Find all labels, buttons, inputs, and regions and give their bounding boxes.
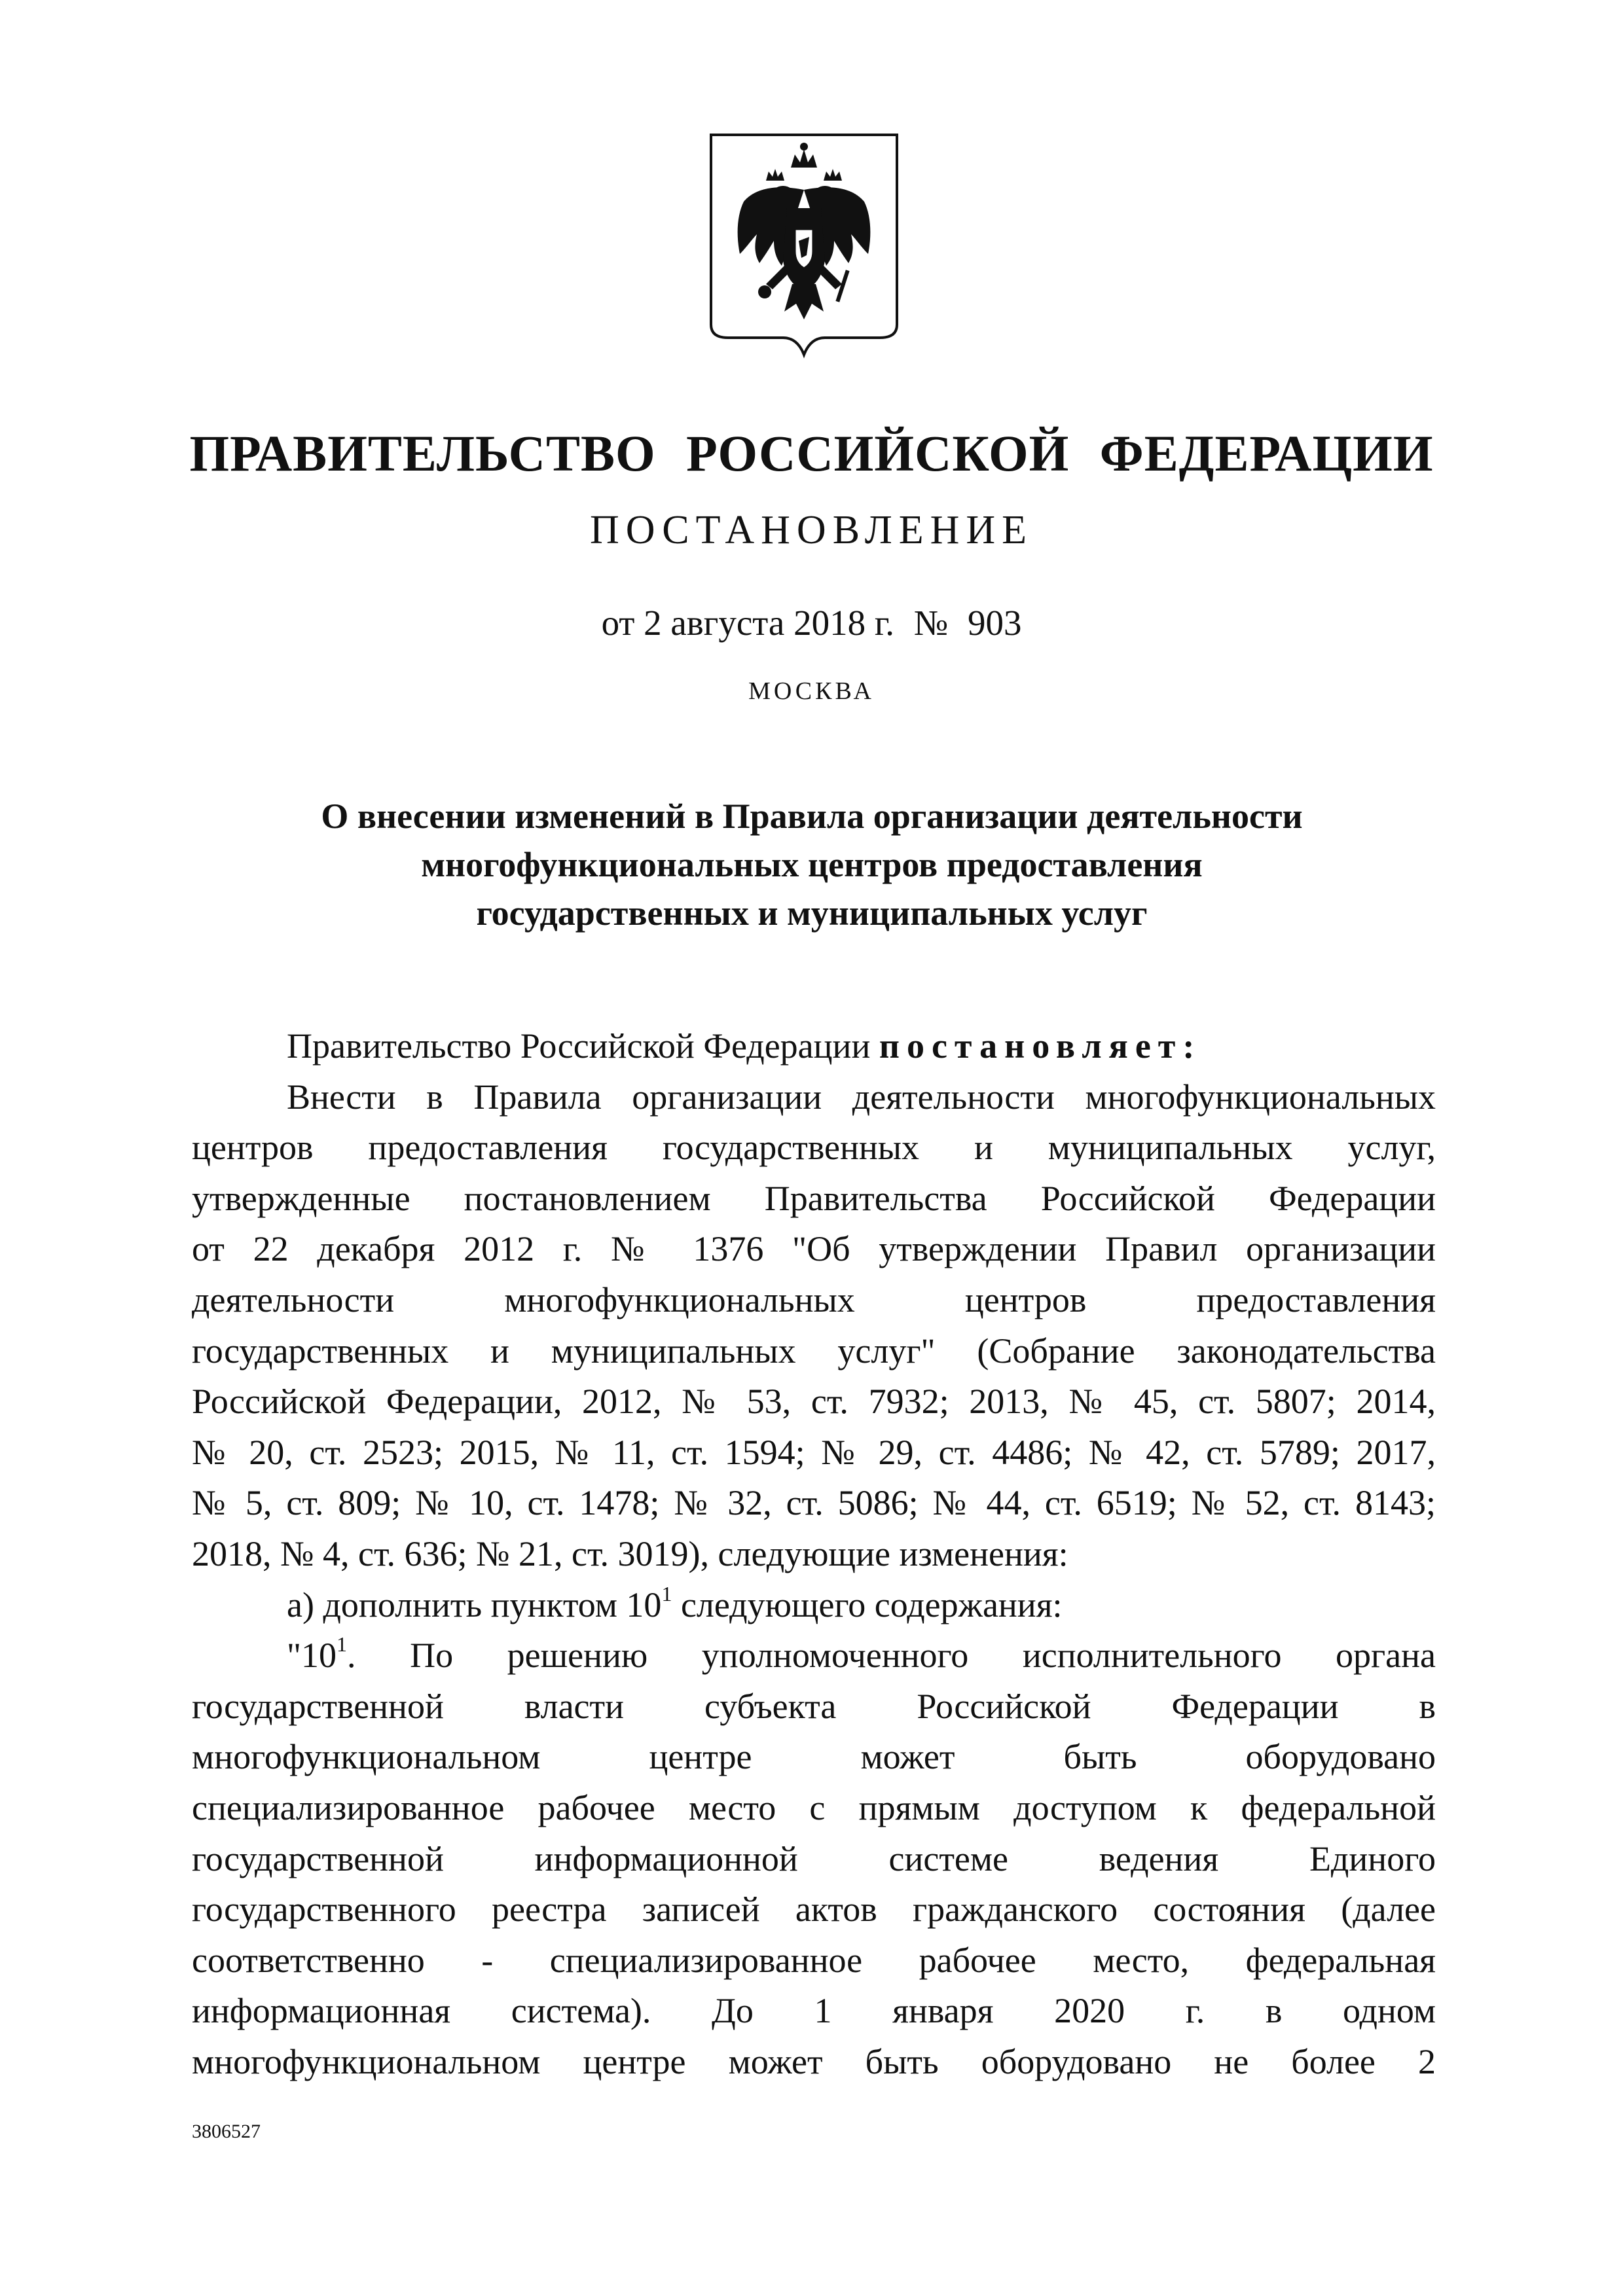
- superscript: 1: [661, 1581, 672, 1605]
- issuing-authority: ПРАВИТЕЛЬСТВО РОССИЙСКОЙ ФЕДЕРАЦИИ: [189, 425, 1434, 482]
- date-and-number: [0, 602, 1623, 643]
- preamble-verb: постановляет:: [879, 1026, 1202, 1066]
- body-line: 2018, № 4, ст. 636; № 21, ст. 3019), следующие изменения:: [192, 1534, 1068, 1573]
- coat-of-arms-emblem: [706, 130, 902, 368]
- body-line: деятельности многофункциональных центров предоставления: [192, 1280, 1436, 1319]
- document-body: [192, 1021, 1436, 2087]
- title-line: многофункциональных центров предоставления: [421, 845, 1203, 884]
- number-sign: №: [913, 603, 949, 643]
- title-line: государственных и муниципальных услуг: [476, 893, 1148, 933]
- document-type: ПОСТАНОВЛЕНИЕ: [589, 508, 1034, 552]
- item-a: а) дополнить пунктом $10^1$ следующего содержания:: [287, 1581, 1063, 1624]
- body-line: информационная система). До 1 января 2020 г. в одном: [192, 1991, 1436, 2031]
- body-line: центров предоставления государственных и муниципальных услуг,: [192, 1128, 1436, 1168]
- document-code: 3806527: [192, 2121, 261, 2142]
- body-line: специализированное рабочее место с прямым доступом к федеральной: [192, 1787, 1436, 1827]
- preamble: [192, 1021, 1436, 1072]
- body-line: Российской Федерации, 2012, № 53, ст. 7932; 2013, № 45, ст. 5807; 2014,: [192, 1382, 1436, 1422]
- document-title: [196, 792, 1427, 937]
- body-line: государственных и муниципальных услуг" (Собрание законодательства: [192, 1331, 1436, 1371]
- document-date: от 2 августа 2018 г.: [601, 603, 894, 643]
- body-line: от 22 декабря 2012 г. № 1376 "Об утверждении Правил организации: [192, 1229, 1436, 1269]
- title-line: О внесении изменений в Правила организации деятельности: [321, 797, 1303, 836]
- body-line: государственной информационной системе ведения Единого: [192, 1839, 1436, 1878]
- body-line: многофункциональном центре может быть оборудовано: [192, 1737, 1436, 1777]
- body-line: соответственно - специализированное рабочее место, федеральная: [192, 1940, 1436, 1980]
- body-line: государственной власти субъекта Российской Федерации в: [192, 1686, 1436, 1726]
- body-line: Внести в Правила организации деятельности многофункциональных: [287, 1077, 1436, 1117]
- document-number: 903: [967, 603, 1022, 643]
- body-line: многофункциональном центре может быть оборудовано не более 2: [192, 2041, 1436, 2081]
- body-line: № 5, ст. 809; № 10, ст. 1478; № 32, ст. 5086; № 44, ст. 6519; № 52, ст. 8143;: [192, 1483, 1436, 1523]
- body-line: № 20, ст. 2523; 2015, № 11, ст. 1594; № 29, ст. 4486; № 42, ст. 5789; 2017,: [192, 1432, 1436, 1472]
- preamble-text: Правительство Российской Федерации: [287, 1026, 871, 1066]
- body-line: утвержденные постановлением Правительства Российской Федерации: [192, 1178, 1436, 1218]
- body-line: государственного реестра записей актов гражданского состояния (далее: [192, 1890, 1436, 1929]
- place-of-issue: МОСКВА: [748, 677, 875, 705]
- paragraph-10-1-first-line: "$10^1$. По решению уполномоченного исполнительного органа: [287, 1632, 1436, 1676]
- superscript: 1: [337, 1632, 348, 1657]
